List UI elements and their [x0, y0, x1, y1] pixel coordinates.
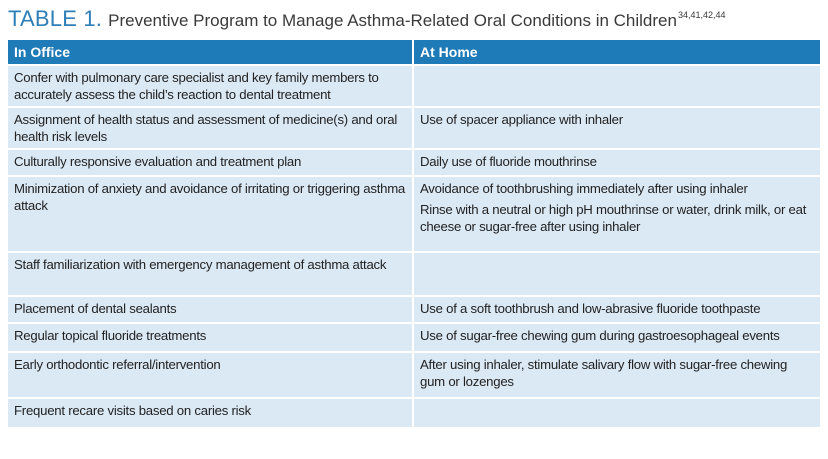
- home-cell: [413, 65, 820, 107]
- table-row: [8, 176, 820, 252]
- office-cell: Staff familiarization with emergency management of asthma attack: [8, 252, 413, 296]
- column-header-in-office: In Office: [8, 40, 413, 65]
- home-cell: [413, 176, 820, 252]
- table-row: [8, 352, 820, 398]
- table-row: [8, 252, 820, 296]
- home-cell: [413, 398, 820, 427]
- table-row: [8, 107, 820, 149]
- home-cell: Daily use of fluoride mouthrinse: [413, 149, 820, 176]
- column-header-at-home: At Home: [413, 40, 820, 65]
- home-cell: After using inhaler, stimulate salivary flow with sugar-free chewing gum or lozenges: [413, 352, 820, 398]
- table-row: [8, 65, 820, 107]
- table-row: [8, 323, 820, 352]
- reference-superscript: 34,41,42,44: [677, 10, 726, 20]
- table-row: [8, 149, 820, 176]
- office-cell: Early orthodontic referral/intervention: [8, 352, 413, 398]
- home-item: Rinse with a neutral or high pH mouthrinse or water, drink milk, or eat cheese or sugar-free after using inhaler: [420, 202, 807, 234]
- office-cell: Frequent recare visits based on caries risk: [8, 398, 413, 427]
- table-title: [8, 6, 726, 36]
- office-cell: Culturally responsive evaluation and treatment plan: [8, 149, 413, 176]
- home-cell: Use of spacer appliance with inhaler: [413, 107, 820, 149]
- table-title-text: Preventive Program to Manage Asthma-Related Oral Conditions in Children: [108, 11, 677, 30]
- table-row: [8, 398, 820, 427]
- header-row: [8, 40, 820, 65]
- office-cell: Regular topical fluoride treatments: [8, 323, 413, 352]
- home-cell: Use of sugar-free chewing gum during gastroesophageal events: [413, 323, 820, 352]
- table-row: [8, 296, 820, 323]
- home-item: Avoidance of toothbrushing immediately after using inhaler: [420, 181, 748, 196]
- home-cell: [413, 252, 820, 296]
- office-cell: Confer with pulmonary care specialist and key family members to accurately assess the child’s reaction to dental treatment: [8, 65, 413, 107]
- program-table: [8, 40, 820, 427]
- office-cell: Placement of dental sealants: [8, 296, 413, 323]
- table-number: TABLE 1.: [8, 6, 103, 31]
- office-cell: Assignment of health status and assessment of medicine(s) and oral health risk levels: [8, 107, 413, 149]
- office-cell: Minimization of anxiety and avoidance of irritating or triggering asthma attack: [8, 176, 413, 252]
- home-cell: Use of a soft toothbrush and low-abrasive fluoride toothpaste: [413, 296, 820, 323]
